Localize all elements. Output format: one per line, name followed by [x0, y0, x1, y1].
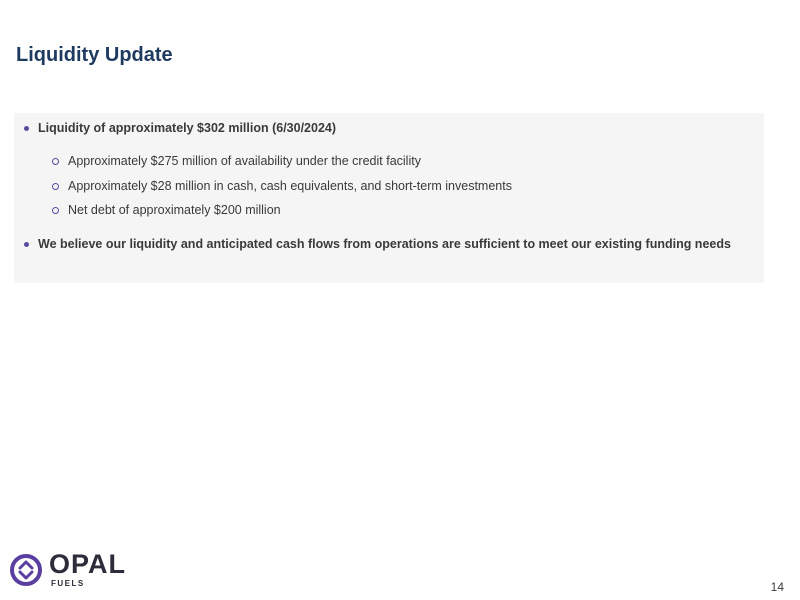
bullet-dot-icon: [24, 242, 29, 247]
sub-bullet-2-text: Approximately $28 million in cash, cash equivalents, and short-term investments: [68, 179, 512, 193]
content-box: [14, 113, 764, 283]
page-number: 14: [770, 580, 784, 594]
sub-bullet-3-text: Net debt of approximately $200 million: [68, 203, 281, 217]
bullet-dot-icon: [24, 126, 29, 131]
slide-title: Liquidity Update: [16, 44, 173, 66]
sub-bullet-3: [52, 203, 281, 217]
bullet-1-text: Liquidity of approximately $302 million (6/30/2024): [38, 121, 337, 135]
opal-logo-mark-icon: [9, 553, 43, 587]
sub-bullet-circle-icon: [52, 158, 59, 165]
sub-bullet-2: [52, 179, 512, 193]
bullet-2: [24, 237, 731, 251]
opal-fuels-logo: [9, 551, 126, 588]
bullet-2-text: We believe our liquidity and anticipated cash flows from operations are sufficient to meet our existing funding needs: [38, 237, 731, 251]
logo-sub: FUELS: [51, 579, 85, 588]
sub-bullet-1: [52, 154, 421, 168]
sub-bullet-circle-icon: [52, 207, 59, 214]
sub-bullet-1-text: Approximately $275 million of availability under the credit facility: [68, 154, 421, 168]
logo-name: OPAL: [49, 549, 126, 579]
sub-bullet-circle-icon: [52, 183, 59, 190]
logo-text: [49, 551, 126, 588]
bullet-1: [24, 121, 336, 135]
